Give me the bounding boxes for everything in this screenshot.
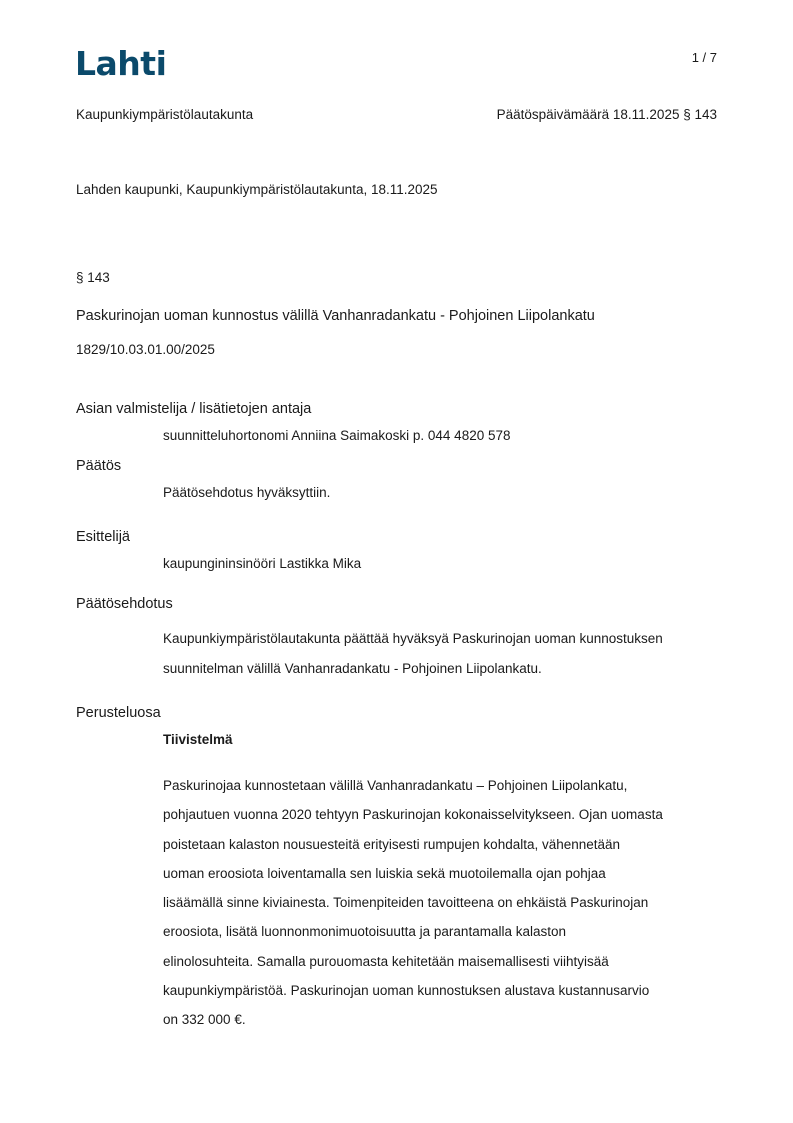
summary-line: kaupunkiympäristöä. Paskurinojan uoman kunnostuksen alustava kustannusarvio (163, 983, 650, 999)
decision-label: Päätös (76, 458, 122, 474)
summary-paragraph (163, 771, 723, 1035)
presenter-label: Esittelijä (76, 529, 130, 545)
decision-value: Päätösehdotus hyväksyttiin. (163, 485, 331, 500)
summary-line: Paskurinojaa kunnostetaan välillä Vanhanradankatu – Pohjoinen Liipolankatu, (163, 778, 628, 793)
committee-name: Kaupunkiympäristölautakunta (76, 107, 254, 122)
document-title: Paskurinojan uoman kunnostus välillä Vanhanradankatu - Pohjoinen Liipolankatu (76, 308, 595, 324)
record-id: 1829/10.03.01.00/2025 (76, 342, 215, 357)
presenter-value: kaupungininsinööri Lastikka Mika (163, 556, 362, 571)
location-line: Lahden kaupunki, Kaupunkiympäristölautakunta, 18.11.2025 (76, 182, 438, 197)
summary-line: uoman eroosiota loiventamalla sen luiskia sekä muotoilemalla ojan pohjaa (163, 865, 606, 881)
proposal-line: suunnitelman välillä Vanhanradankatu - Pohjoinen Liipolankatu. (163, 661, 542, 676)
proposal-line: Kaupunkiympäristölautakunta päättää hyväksyä Paskurinojan uoman kunnostuksen (163, 631, 663, 646)
summary-line: elinolosuhteita. Samalla purouomasta kehitetään maisemallisesti viihtyisää (163, 953, 609, 969)
decision-date: Päätöspäivämäärä 18.11.2025 § 143 (496, 107, 717, 122)
summary-line: lisäämällä sinne kiviainesta. Toimenpiteiden tavoitteena on ehkäistä Paskurinojan (163, 895, 649, 911)
summary-heading: Tiivistelmä (163, 732, 233, 747)
summary-line: poistetaan kalaston nousuesteitä erityisesti rumpujen kohdalta, vähennetään (163, 836, 621, 852)
summary-line: on 332 000 €. (163, 1012, 246, 1028)
summary-line: pohjautuen vuonna 2020 tehtyyn Paskurinojan kokonaisselvitykseen. Ojan uomasta (163, 807, 663, 823)
lahti-logo: Lahti (75, 44, 167, 83)
page-number: 1 / 7 (691, 50, 717, 65)
preparer-value: suunnitteluhortonomi Anniina Saimakoski p. 044 4820 578 (163, 428, 511, 443)
rationale-label: Perusteluosa (76, 705, 161, 721)
summary-line: eroosiota, lisätä luonnonmonimuotoisuutta ja parantamalla kalaston (163, 924, 566, 940)
section-number: § 143 (76, 270, 110, 285)
preparer-label: Asian valmistelija / lisätietojen antaja (76, 401, 312, 417)
proposal-label: Päätösehdotus (76, 596, 173, 612)
